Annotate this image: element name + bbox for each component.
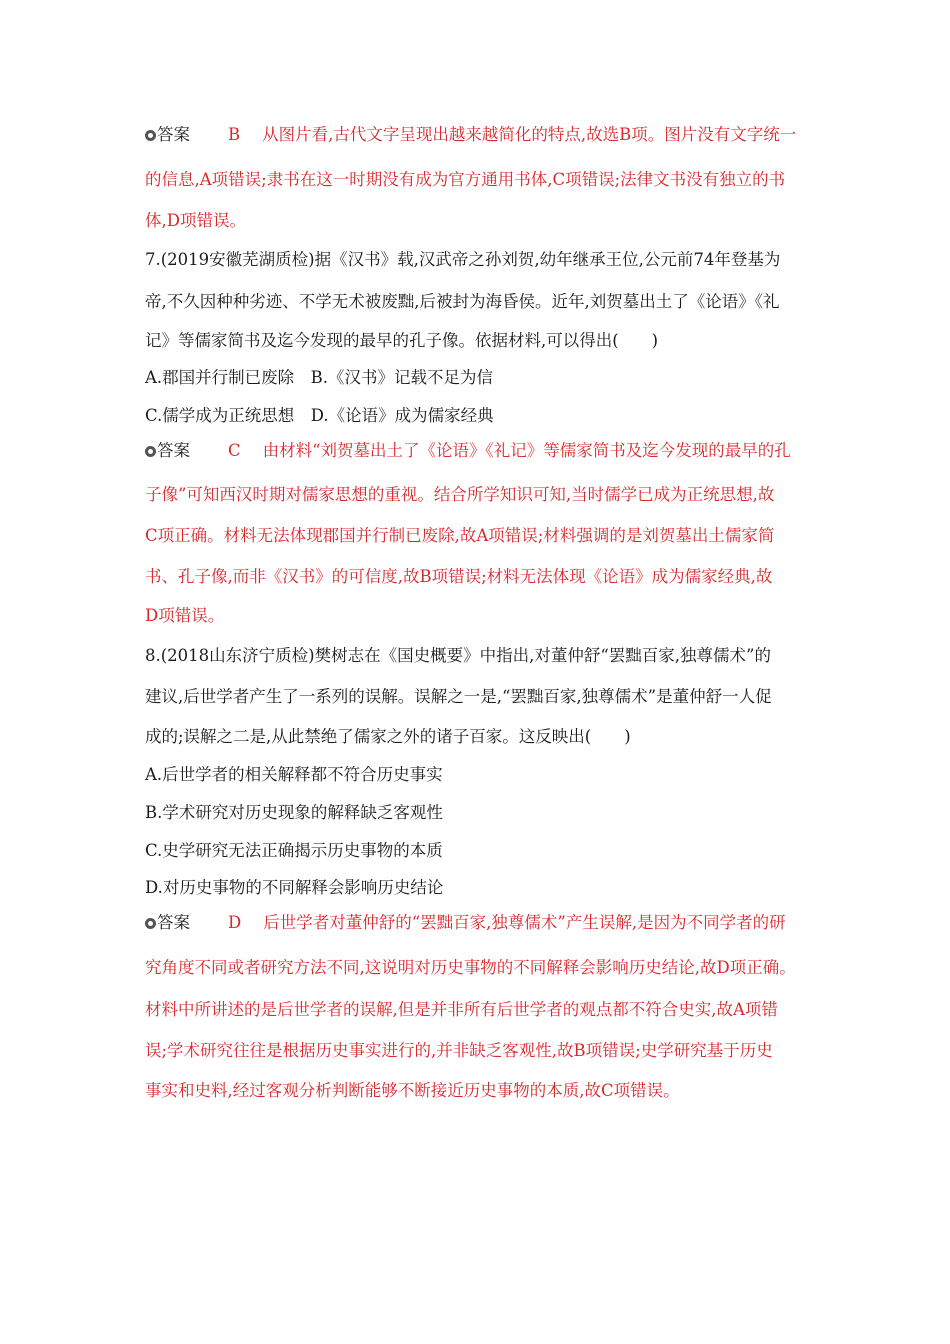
- answer-7-line-3: C项正确。材料无法体现郡国并行制已废除,故A项错误;材料强调的是刘贺墓出土儒家简: [145, 526, 775, 545]
- question-7-options-ab: A.郡国并行制已废除 B.《汉书》记载不足为信: [145, 368, 494, 387]
- question-7-line-3: 记》等儒家简书及迄今发现的最早的孔子像。依据材料,可以得出( ): [145, 331, 659, 350]
- answer-8-line-3: 材料中所讲述的是后世学者的误解,但是并非所有后世学者的观点都不符合史实,故A项错: [145, 1000, 778, 1019]
- answer-key: C: [228, 441, 241, 460]
- question-8-option-b: B.学术研究对历史现象的解释缺乏客观性: [145, 803, 443, 822]
- question-7-options-cd: C.儒学成为正统思想 D.《论语》成为儒家经典: [145, 406, 494, 425]
- question-8-line-3: 成的;误解之二是,从此禁绝了儒家之外的诸子百家。这反映出( ): [145, 727, 631, 746]
- answer-7-line-5: D项错误。: [145, 606, 225, 625]
- answer-label: 答案: [157, 125, 190, 144]
- answer-7-line-4: 书、孔子像,而非《汉书》的可信度,故B项错误;材料无法体现《论语》成为儒家经典,故: [145, 567, 773, 586]
- answer-8-line-4: 误;学术研究往往是根据历史事实进行的,并非缺乏客观性,故B项错误;史学研究基于历史: [145, 1041, 773, 1060]
- answer-6-line-1: [145, 125, 796, 145]
- question-8-option-d: D.对历史事物的不同解释会影响历史结论: [145, 878, 444, 897]
- answer-text: 后世学者对董仲舒的“罢黜百家,独尊儒术”产生误解,是因为不同学者的研: [263, 913, 786, 932]
- answer-marker-icon: [145, 446, 156, 457]
- answer-text: 由材料“刘贺墓出土了《论语》《礼记》等儒家简书及迄今发现的最早的孔: [262, 441, 791, 460]
- question-8-line-1: 8.(2018山东济宁质检)樊树志在《国史概要》中指出,对董仲舒“罢黜百家,独尊儒术”的: [145, 646, 771, 665]
- answer-marker-icon: [145, 918, 156, 929]
- question-8-line-2: 建议,后世学者产生了一系列的误解。误解之一是,“罢黜百家,独尊儒术”是董仲舒一人促: [145, 687, 772, 706]
- answer-8-line-5: 事实和史料,经过客观分析判断能够不断接近历史事物的本质,故C项错误。: [145, 1081, 680, 1100]
- answer-8-line-1: [145, 913, 786, 933]
- answer-6-line-2: 的信息,A项错误;隶书在这一时期没有成为官方通用书体,C项错误;法律文书没有独立的书: [145, 170, 786, 189]
- answer-key: B: [228, 125, 241, 144]
- answer-text: 从图片看,古代文字呈现出越来越简化的特点,故选B项。图片没有文字统一: [262, 125, 797, 144]
- answer-label: 答案: [157, 913, 190, 932]
- question-8-option-a: A.后世学者的相关解释都不符合历史事实: [145, 765, 443, 784]
- question-7-line-1: 7.(2019安徽芜湖质检)据《汉书》载,汉武帝之孙刘贺,幼年继承王位,公元前74年登基为: [145, 250, 781, 269]
- answer-key: D: [228, 913, 242, 932]
- answer-marker-icon: [145, 130, 156, 141]
- answer-7-line-2: 子像”可知西汉时期对儒家思想的重视。结合所学知识可知,当时儒学已成为正统思想,故: [145, 485, 775, 504]
- answer-8-line-2: 究角度不同或者研究方法不同,这说明对历史事物的不同解释会影响历史结论,故D项正确。: [145, 958, 796, 977]
- answer-6-line-3: 体,D项错误。: [145, 211, 246, 230]
- answer-label: 答案: [157, 441, 190, 460]
- question-7-line-2: 帝,不久因种种劣迹、不学无术被废黜,后被封为海昏侯。近年,刘贺墓出土了《论语》《礼: [145, 292, 780, 311]
- question-8-option-c: C.史学研究无法正确揭示历史事物的本质: [145, 841, 443, 860]
- answer-7-line-1: [145, 441, 791, 461]
